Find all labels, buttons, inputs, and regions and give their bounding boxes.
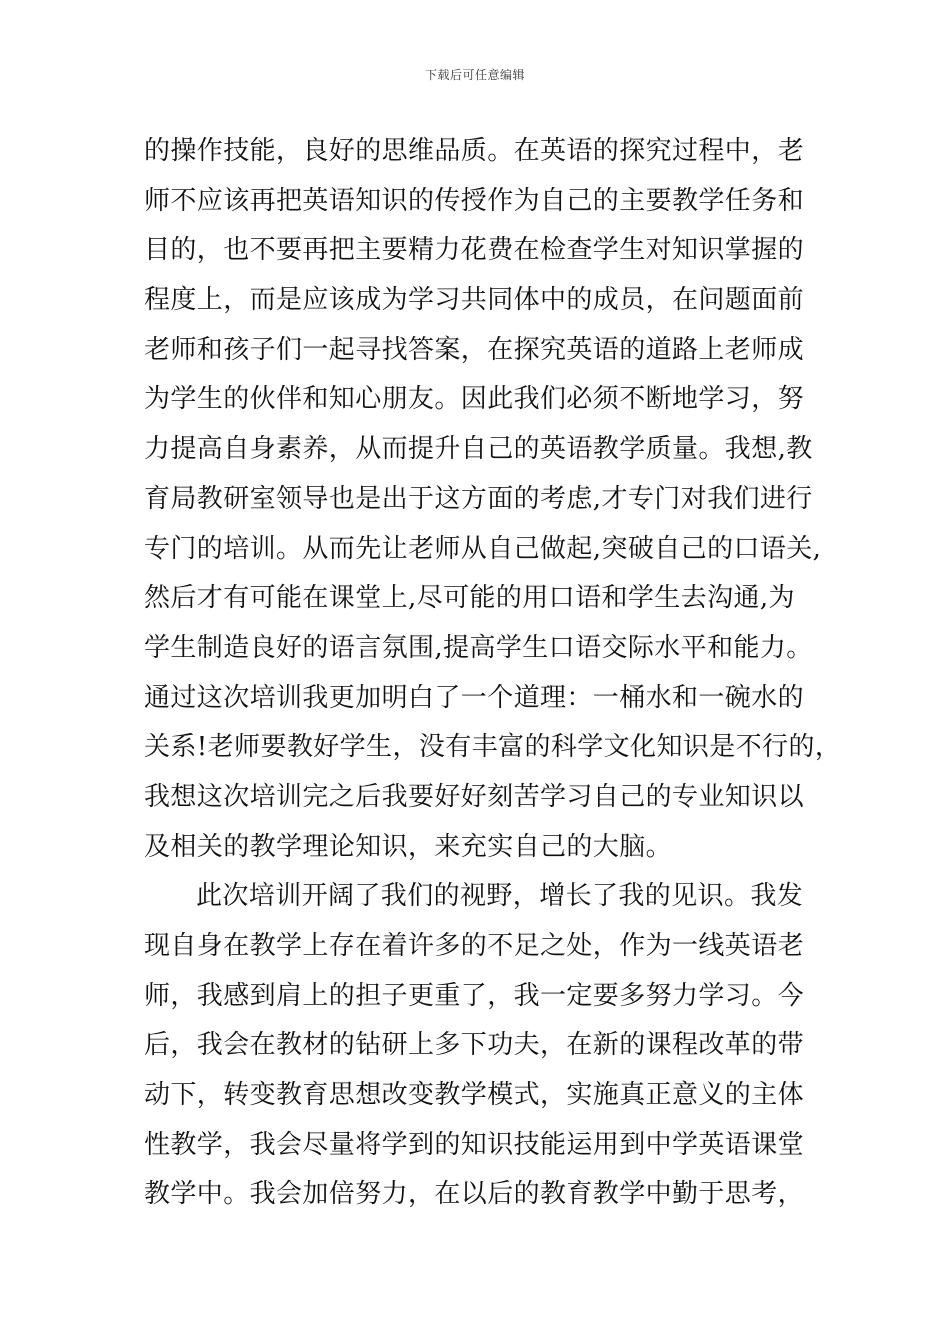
text-line: 老师和孩子们一起寻找答案，在探究英语的道路上老师成 [144,334,805,365]
text-line: 现自身在教学上存在着许多的不足之处，作为一线英语老 [144,931,805,961]
text-line: 后，我会在教材的钻研上多下功夫，在新的课程改革的带 [144,1030,805,1061]
text-line: 师不应该再把英语知识的传授作为自己的主要教学任务和 [144,185,805,216]
text-line: 通过这次培训我更加明白了一个道理：一桶水和一碗水的 [144,682,805,713]
text-line: 力提高自身素养，从而提升自己的英语教学质量。我想,教 [144,434,813,465]
text-line: 目的，也不要再把主要精力花费在检查学生对知识掌握的 [144,235,805,266]
text-line: 及相关的教学理论知识，来充实自己的大脑。 [144,831,673,862]
text-line: 我想这次培训完之后我要好好刻苦学习自己的专业知识以 [144,781,805,812]
text-line: 然后才有可能在课堂上,尽可能的用口语和学生去沟通,为 [144,583,795,614]
text-line: 师，我感到肩上的担子更重了，我一定要多努力学习。今 [144,980,805,1011]
text-line: 学生制造良好的语言氛围,提高学生口语交际水平和能力。 [144,632,813,663]
text-line: 动下，转变教育思想改变教学模式，实施真正意义的主体 [144,1080,805,1111]
text-line: 教学中。我会加倍努力，在以后的教育教学中勤于思考， [144,1179,805,1210]
text-line: 性教学，我会尽量将学到的知识技能运用到中学英语课堂 [144,1129,805,1160]
page-header: 下载后可任意编辑 [424,68,525,82]
text-line: 专门的培训。从而先让老师从自己做起,突破自己的口语关, [144,533,822,564]
text-line: 的操作技能，良好的思维品质。在英语的探究过程中，老 [144,136,805,166]
text-line: 关系!老师要教好学生，没有丰富的科学文化知识是不行的， [144,732,842,763]
body-text [144,127,842,1220]
paragraph-start-line: 此次培训开阔了我们的视野，增长了我的见识。我发 [196,881,804,912]
text-line: 育局教研室领导也是出于这方面的考虑,才专门对我们进行 [144,483,813,514]
text-line: 为学生的伙伴和知心朋友。因此我们必须不断地学习，努 [144,384,805,415]
text-line: 程度上，而是应该成为学习共同体中的成员，在问题面前 [144,285,805,316]
